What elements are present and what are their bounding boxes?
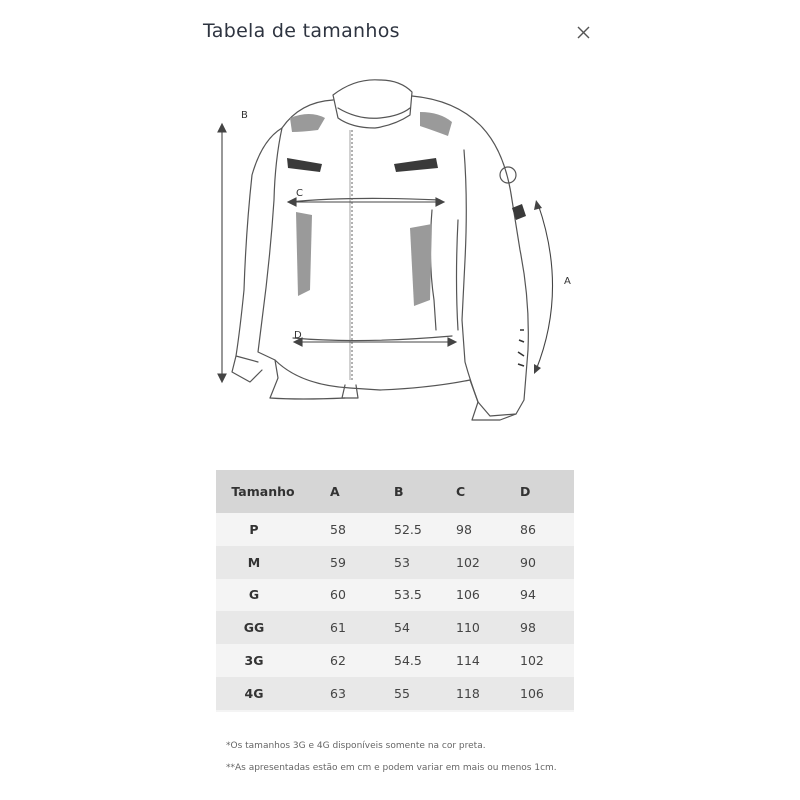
header-c: C [456, 470, 520, 513]
table-bottom-padding [216, 710, 574, 712]
size-cell: 3G [216, 644, 320, 677]
value-cell: 52.5 [394, 513, 456, 546]
value-cell: 110 [456, 611, 520, 644]
value-cell: 106 [520, 677, 574, 710]
table-row [216, 611, 574, 644]
value-cell: 63 [320, 677, 394, 710]
size-table [216, 470, 574, 710]
header-d: D [520, 470, 574, 513]
value-cell: 86 [520, 513, 574, 546]
measure-a-arrow [536, 204, 553, 370]
value-cell: 55 [394, 677, 456, 710]
table-row [216, 677, 574, 710]
label-b: B [241, 110, 248, 121]
value-cell: 94 [520, 579, 574, 612]
size-cell: 4G [216, 677, 320, 710]
table-row [216, 546, 574, 579]
table-row [216, 579, 574, 612]
measure-b-arrow [218, 124, 226, 382]
value-cell: 102 [520, 644, 574, 677]
header-a: A [320, 470, 394, 513]
value-cell: 90 [520, 546, 574, 579]
label-c: C [296, 188, 303, 199]
value-cell: 60 [320, 579, 394, 612]
value-cell: 98 [520, 611, 574, 644]
close-icon [571, 20, 595, 44]
close-button[interactable] [571, 20, 595, 44]
value-cell: 54 [394, 611, 456, 644]
value-cell: 98 [456, 513, 520, 546]
value-cell: 54.5 [394, 644, 456, 677]
size-cell: M [216, 546, 320, 579]
footnote-availability: *Os tamanhos 3G e 4G disponíveis somente na cor preta. [226, 741, 486, 751]
footnote-measurement: **As apresentadas estão em cm e podem variar em mais ou menos 1cm. [226, 763, 557, 773]
value-cell: 114 [456, 644, 520, 677]
value-cell: 59 [320, 546, 394, 579]
header-size: Tamanho [216, 470, 320, 513]
size-cell: P [216, 513, 320, 546]
value-cell: 53 [394, 546, 456, 579]
value-cell: 58 [320, 513, 394, 546]
size-cell: G [216, 579, 320, 612]
jacket-measurement-diagram [200, 70, 600, 430]
modal-title: Tabela de tamanhos [203, 20, 400, 42]
value-cell: 106 [456, 579, 520, 612]
value-cell: 61 [320, 611, 394, 644]
value-cell: 62 [320, 644, 394, 677]
value-cell: 53.5 [394, 579, 456, 612]
size-cell: GG [216, 611, 320, 644]
table-header-row [216, 470, 574, 513]
table-row [216, 513, 574, 546]
header-b: B [394, 470, 456, 513]
value-cell: 102 [456, 546, 520, 579]
table-row [216, 644, 574, 677]
value-cell: 118 [456, 677, 520, 710]
label-a: A [564, 276, 571, 287]
label-d: D [294, 330, 302, 341]
